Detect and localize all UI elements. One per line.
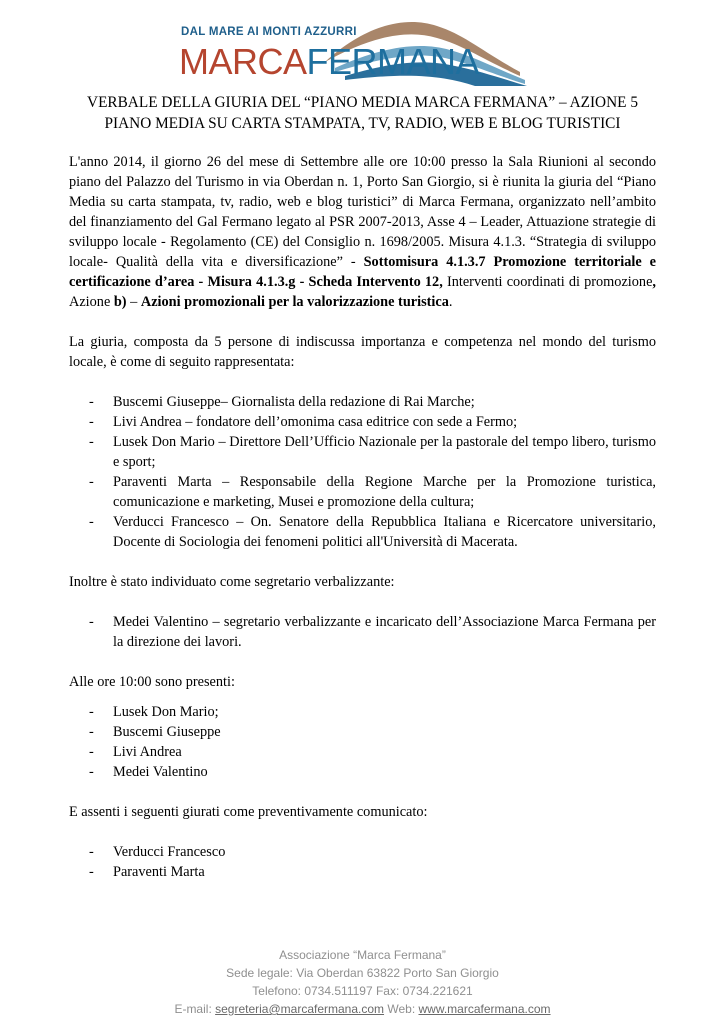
intro-paragraph bbox=[69, 152, 656, 312]
title-line-1: VERBALE DELLA GIURIA DEL “PIANO MEDIA MARCA FERMANA” – AZIONE 5 bbox=[87, 94, 638, 111]
intro-text-5: . bbox=[448, 294, 453, 310]
intro-text-1: L'anno 2014, il giorno 26 del mese di Settembre alle ore 10:00 presso la Sala Riunioni al secondo piano del Palazzo del Turismo in via Oberdan n. 1, Porto San Giorgio, si è riunita la giuria del “Piano Media su carta stampata, tv, radio, web e blog turistici” di Marca Fermana, organizzato nell’ambito del finanziamento del Gal Fermano legato al PSR 2007-2013, Asse 4 – Leader, Attuazione strategie di sviluppo locale - Regolamento (CE) del Consiglio n. 1698/2005. Misura 4.1.3. “Strategia di sviluppo locale- Qualità della vita e diversificazione” - bbox=[69, 154, 656, 270]
intro-text-2: Interventi coordinati di promozione bbox=[442, 274, 653, 290]
intro-bold-2: , bbox=[652, 274, 656, 290]
list-item: - Paraventi Marta – Responsabile della Regione Marche per la Promozione turistica, comunicazione e marketing, Musei e promozione della cultura; bbox=[69, 472, 656, 512]
absent-list bbox=[69, 842, 656, 882]
jury-list bbox=[69, 392, 656, 552]
document-body bbox=[69, 152, 656, 882]
jury-intro-paragraph: La giuria, composta da 5 persone di indiscussa importanza e competenza nel mondo del turismo locale, è come di seguito rappresentata: bbox=[69, 334, 656, 370]
footer-web-link[interactable]: www.marcafermana.com bbox=[418, 1002, 551, 1016]
list-item: - Verducci Francesco – On. Senatore della Repubblica Italiana e Ricercatore universitario, Docente di Sociologia dei fenomeni politici all'Università di Macerata. bbox=[69, 512, 656, 552]
list-item: - Verducci Francesco bbox=[69, 842, 656, 862]
title-line-2: PIANO MEDIA SU CARTA STAMPATA, TV, RADIO, WEB E BLOG TURISTICI bbox=[104, 115, 621, 132]
intro-bold-4: Azioni promozionali per la valorizzazione turistica bbox=[140, 294, 449, 310]
present-list bbox=[69, 702, 656, 782]
list-item: - Lusek Don Mario – Direttore Dell’Ufficio Nazionale per la pastorale del tempo libero, turismo e sport; bbox=[69, 432, 656, 472]
intro-text-4: – bbox=[126, 294, 141, 310]
list-item: - Buscemi Giuseppe– Giornalista della redazione di Rai Marche; bbox=[69, 392, 656, 412]
list-item: - Paraventi Marta bbox=[69, 862, 656, 882]
footer-email-link[interactable]: segreteria@marcafermana.com bbox=[215, 1002, 385, 1016]
intro-text-3: Azione bbox=[69, 294, 114, 310]
logo bbox=[175, 10, 530, 88]
secretary-list bbox=[69, 612, 656, 652]
present-intro-paragraph: Alle ore 10:00 sono presenti: bbox=[69, 674, 235, 690]
footer-web-label: Web: bbox=[384, 1002, 419, 1016]
logo-wordmark bbox=[179, 42, 479, 82]
logo-wordmark-fermana: FERMANA bbox=[306, 41, 480, 82]
page-footer bbox=[0, 946, 725, 1018]
footer-contacts bbox=[0, 1000, 725, 1018]
list-item: - Lusek Don Mario; bbox=[69, 702, 656, 722]
logo-wordmark-marca: MARCA bbox=[179, 41, 307, 82]
list-item: - Medei Valentino bbox=[69, 762, 656, 782]
footer-email-label: E-mail: bbox=[174, 1002, 216, 1016]
secretary-intro-paragraph: Inoltre è stato individuato come segretario verbalizzante: bbox=[69, 574, 395, 590]
footer-association: Associazione “Marca Fermana” bbox=[279, 948, 446, 962]
logo-tagline: DAL MARE AI MONTI AZZURRI bbox=[181, 26, 357, 38]
footer-phone: Telefono: 0734.511197 Fax: 0734.221621 bbox=[252, 984, 473, 998]
list-item: - Livi Andrea – fondatore dell’omonima casa editrice con sede a Fermo; bbox=[69, 412, 656, 432]
footer-address: Sede legale: Via Oberdan 63822 Porto San Giorgio bbox=[226, 966, 499, 980]
absent-intro-paragraph: E assenti i seguenti giurati come preventivamente comunicato: bbox=[69, 804, 428, 820]
list-item: - Medei Valentino – segretario verbalizzante e incaricato dell’Associazione Marca Fermana per la direzione dei lavori. bbox=[69, 612, 656, 652]
intro-bold-1: Sottomisura 4.1.3.7 Promozione territoriale e certificazione d’area - Misura 4.1.3.g - Scheda Intervento 12, bbox=[69, 254, 656, 290]
intro-bold-3: b) bbox=[113, 294, 127, 310]
document-title bbox=[60, 92, 665, 134]
list-item: - Buscemi Giuseppe bbox=[69, 722, 656, 742]
list-item: - Livi Andrea bbox=[69, 742, 656, 762]
